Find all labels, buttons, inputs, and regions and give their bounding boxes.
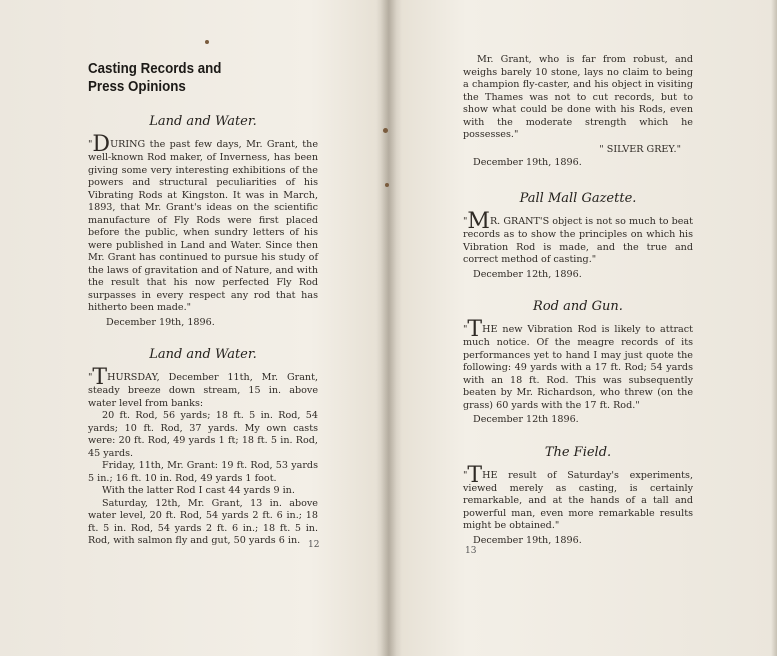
article-date: December 12th, 1896.	[473, 268, 582, 280]
drop-cap: T	[467, 317, 483, 342]
article-body: URING the past few days, Mr. Grant, the well-known Rod maker, of Inverness, has been giving some very interesting exhibitions of the powers and structural peculiarities of his Vibrating Rods at Kingston. It was in March, 1893, that Mr. Grant's ideas on the scientific manufacture of Fly Rods were first placed before the public, when sundry letters of his were published in Land and Water. Since then Mr. Grant has continued to pursue his study of the laws of gravitation and of Nature, and with the result that his now perfected Fly Rod surpasses in every respect any rod that has hitherto been made."	[88, 139, 318, 313]
article-date: December 19th, 1896.	[473, 534, 582, 546]
article-text	[463, 209, 693, 267]
page-title	[88, 60, 300, 96]
section-heading: Land and Water.	[149, 347, 257, 362]
article-body: HE result of Saturday's experiments, viewed merely as casting, is certainly remarkable, and at the hands of a tall and powerful man, even more remarkable results might be obtained."	[463, 469, 693, 531]
left-column	[88, 52, 318, 566]
section-heading: Pall Mall Gazette.	[519, 191, 637, 206]
record-paragraph: With the latter Rod I cast 44 yards 9 in.	[102, 485, 295, 496]
article-the-field	[463, 445, 693, 548]
title-line-1: Casting Records and	[88, 61, 222, 77]
speck-mark	[383, 128, 388, 133]
article-date: December 19th, 1896.	[473, 156, 582, 168]
page-number: 13	[465, 546, 477, 556]
drop-cap: M	[467, 209, 490, 234]
article-text	[463, 462, 693, 533]
article-land-and-water-2	[88, 347, 318, 548]
article-date: December 19th, 1896.	[106, 316, 215, 328]
article-text	[88, 365, 318, 410]
open-quote: "	[88, 372, 93, 383]
article-rod-and-gun	[463, 299, 693, 427]
page-number: 12	[308, 540, 320, 550]
speck-mark	[385, 183, 389, 187]
article-continued	[463, 54, 693, 169]
speck-mark	[205, 40, 209, 44]
article-text	[463, 317, 693, 412]
section-heading: Rod and Gun.	[533, 299, 623, 314]
article-body: HURSDAY, December 11th, Mr. Grant, steady breeze down stream, 15 in. above water level from banks:	[88, 372, 318, 409]
article-date: December 12th 1896.	[473, 414, 579, 425]
open-quote: "	[88, 139, 93, 150]
record-paragraph: Friday, 11th, Mr. Grant: 19 ft. Rod, 53 yards 5 in.; 16 ft. 10 in. Rod, 49 yards 1 foot.	[88, 460, 318, 484]
drop-cap: T	[467, 462, 483, 488]
title-line-2: Press Opinions	[88, 79, 186, 95]
open-quote: "	[463, 324, 468, 335]
section-heading: The Field.	[544, 444, 612, 460]
article-pall-mall-gazette	[463, 191, 693, 281]
record-paragraph: 20 ft. Rod, 56 yards; 18 ft. 5 in. Rod, 54 yards; 10 ft. Rod, 37 yards. My own casts were: 20 ft. Rod, 49 yards 1 ft; 18 ft. 5 in. Rod, 45 yards.	[88, 410, 318, 459]
open-quote: "	[463, 216, 468, 227]
right-page	[389, 0, 777, 656]
section-heading: Land and Water.	[149, 114, 257, 129]
drop-cap: T	[92, 365, 108, 390]
left-page	[0, 0, 388, 656]
right-column	[463, 54, 693, 565]
article-text	[88, 132, 318, 315]
article-body: R. GRANT'S object is not so much to beat records as to show the principles on which his Vibration Rod is made, and the true and correct method of casting."	[463, 216, 693, 265]
article-text: Mr. Grant, who is far from robust, and weighs barely 10 stone, lays no claim to being a champion fly-caster, and his object in visiting the Thames was not to cut records, but to show what could be done with his Rods, even with the moderate strength which he possesses."	[463, 54, 693, 140]
open-quote: "	[463, 469, 468, 481]
drop-cap: D	[92, 132, 111, 157]
record-paragraph: Saturday, 12th, Mr. Grant, 13 in. above water level, 20 ft. Rod, 54 yards 2 ft. 6 in.; 18 ft. 5 in. Rod, 54 yards 2 ft. 6 in.; 18 ft. 5 in. Rod, with salmon fly and gut, 50 yards 6 in.	[88, 497, 318, 546]
article-signature: " SILVER GREY."	[599, 143, 681, 155]
article-body: HE new Vibration Rod is likely to attract much notice. Of the meagre records of its performances yet to hand I may just quote the following: 49 yards with a 17 ft. Rod; 54 yards with an 18 ft. Rod. This was subsequently beaten by Mr. Richardson, who threw (on the grass) 60 yards with the 17 ft. Rod."	[463, 324, 693, 411]
article-land-and-water-1	[88, 114, 318, 329]
